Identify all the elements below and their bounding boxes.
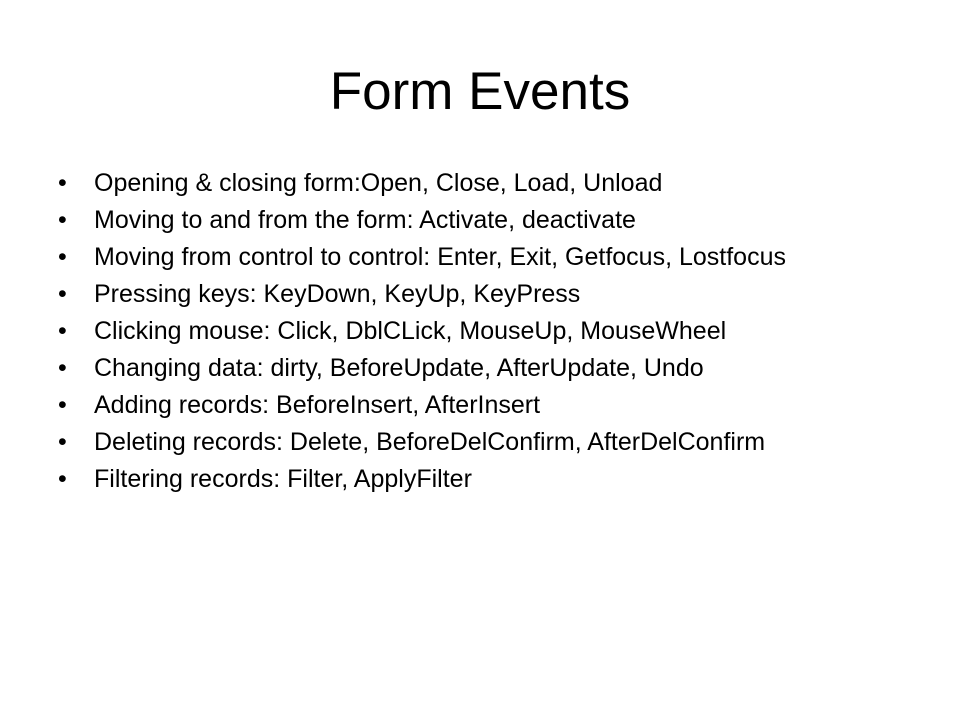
bullet-icon: • <box>58 465 67 493</box>
bullet-item <box>58 244 918 270</box>
bullet-text: Deleting records: Delete, BeforeDelConfirm, AfterDelConfirm <box>94 428 766 456</box>
bullet-item <box>58 392 918 418</box>
bullet-text: Pressing keys: KeyDown, KeyUp, KeyPress <box>94 280 581 308</box>
bullet-text: Clicking mouse: Click, DblCLick, MouseUp, MouseWheel <box>94 317 727 345</box>
bullet-icon: • <box>58 317 67 345</box>
bullet-item <box>58 170 918 196</box>
bullet-icon: • <box>58 243 67 271</box>
bullet-icon: • <box>58 354 67 382</box>
bullet-text: Changing data: dirty, BeforeUpdate, AfterUpdate, Undo <box>94 354 704 382</box>
bullet-text: Filtering records: Filter, ApplyFilter <box>94 465 472 493</box>
bullet-icon: • <box>58 280 67 308</box>
bullet-text: Adding records: BeforeInsert, AfterInsert <box>94 391 541 419</box>
bullet-item <box>58 318 918 344</box>
bullet-text: Opening & closing form:Open, Close, Load, Unload <box>94 169 663 197</box>
bullet-icon: • <box>58 206 67 234</box>
bullet-item <box>58 429 918 455</box>
bullet-text: Moving from control to control: Enter, Exit, Getfocus, Lostfocus <box>94 243 786 271</box>
bullet-list <box>58 170 918 503</box>
bullet-item <box>58 355 918 381</box>
bullet-text: Moving to and from the form: Activate, deactivate <box>94 206 636 234</box>
slide-title: Form Events <box>329 62 631 121</box>
bullet-item <box>58 281 918 307</box>
bullet-item <box>58 466 918 492</box>
bullet-icon: • <box>58 169 67 197</box>
bullet-item <box>58 207 918 233</box>
bullet-icon: • <box>58 391 67 419</box>
bullet-icon: • <box>58 428 67 456</box>
